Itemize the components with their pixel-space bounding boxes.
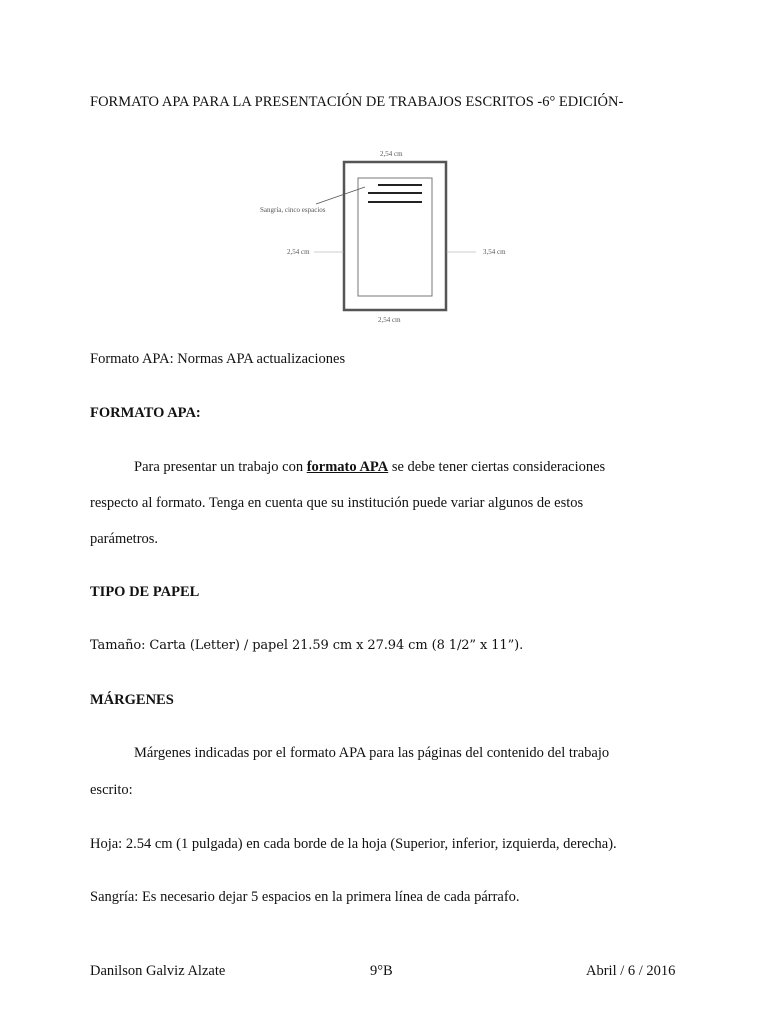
heading-formato-apa: FORMATO APA: <box>90 405 201 421</box>
page-inner-margin <box>358 178 432 296</box>
paragraph-1-line-2: respecto al formato. Tenga en cuenta que su institución puede variar algunos de estos <box>90 495 584 511</box>
paragraph-1-line-1 <box>134 458 605 476</box>
footer-grade: 9°B <box>370 963 393 979</box>
subtitle: Formato APA: Normas APA actualizaciones <box>90 351 346 367</box>
bottom-margin-label: 2,54 cm <box>378 316 401 324</box>
hoja-text: Hoja: 2.54 cm (1 pulgada) en cada borde de la hoja (Superior, inferior, izquierda, derecha). <box>90 836 617 852</box>
top-margin-label: 2,54 cm <box>380 150 403 158</box>
right-margin-label: 3,54 cm <box>483 248 506 256</box>
paragraph-1-text-before: Para presentar un trabajo con <box>134 459 307 475</box>
footer-author: Danilson Galviz Alzate <box>90 963 226 979</box>
paragraph-1-text-after: se debe tener ciertas consideraciones <box>388 459 606 475</box>
paragraph-2-line-2: escrito: <box>90 782 133 798</box>
sangria-text: Sangría: Es necesario dejar 5 espacios en la primera línea de cada párrafo. <box>90 889 520 905</box>
paragraph-1-line-3: parámetros. <box>90 531 159 547</box>
footer-date: Abril / 6 / 2016 <box>586 963 676 979</box>
heading-margenes: MÁRGENES <box>90 692 174 708</box>
margins-diagram <box>250 146 520 324</box>
left-margin-label: 2,54 cm <box>287 248 310 256</box>
indent-label: Sangría, cinco espacios <box>260 206 326 214</box>
paper-size-text: Tamaño: Carta (Letter) / papel 21.59 cm x 27.94 cm (8 1/2” x 11”). <box>90 638 524 653</box>
formato-apa-link[interactable]: formato APA <box>306 459 389 475</box>
document-title: FORMATO APA PARA LA PRESENTACIÓN DE TRABAJOS ESCRITOS -6° EDICIÓN- <box>90 94 624 110</box>
heading-tipo-de-papel: TIPO DE PAPEL <box>90 584 200 600</box>
paragraph-2-line-1: Márgenes indicadas por el formato APA para las páginas del contenido del trabajo <box>134 745 610 761</box>
